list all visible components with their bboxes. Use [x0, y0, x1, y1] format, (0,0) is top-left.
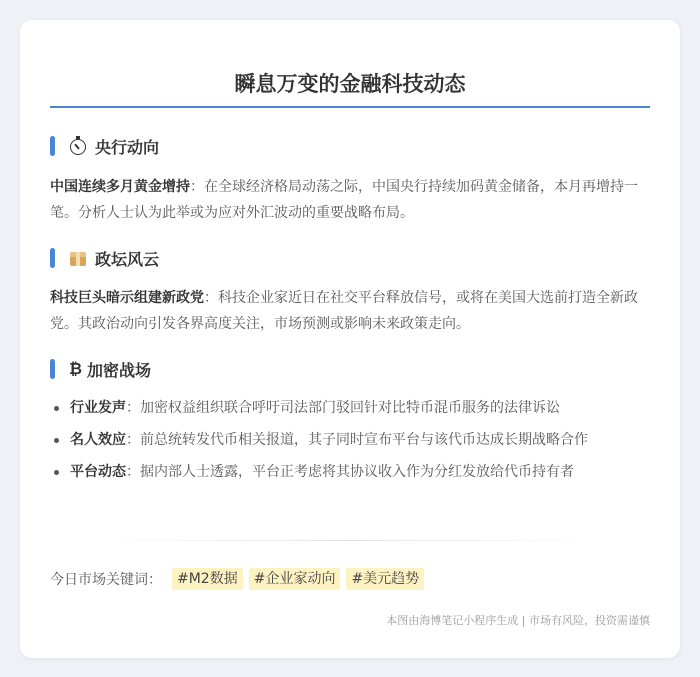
section-accent-bar [50, 136, 55, 156]
section-paragraph-politics [50, 285, 650, 337]
keywords-label: 今日市场关键词： [50, 572, 162, 588]
section-accent-bar [50, 248, 55, 268]
item-label: 平台动态 [70, 464, 126, 480]
headline: 科技巨头暗示组建新政党 [50, 290, 204, 306]
keyword-tag[interactable]: #M2数据 [172, 568, 243, 590]
list-item [50, 427, 650, 453]
item-label: 名人效应 [70, 432, 126, 448]
keywords-row [50, 568, 430, 590]
paragraph-body: ：科技企业家近日在社交平台释放信号，或将在美国大选前打造全新政党。其政治动向引发各界高度关注，市场预测或影响未来政策走向。 [50, 290, 638, 332]
item-text: ：前总统转发代币相关报道，其子同时宣布平台与该代币达成长期战略合作 [126, 432, 588, 448]
paragraph-body: ：在全球经济格局动荡之际，中国央行持续加码黄金储备，本月再增持一笔。分析人士认为此举或为应对外汇波动的重要战略布局。 [50, 179, 638, 221]
section-header-central-bank [50, 135, 159, 157]
divider [100, 540, 600, 541]
news-card [20, 20, 680, 658]
keyword-tag[interactable]: #美元趋势 [346, 568, 424, 590]
keyword-tag[interactable]: #企业家动向 [249, 568, 341, 590]
bitcoin-icon: ₿ [69, 359, 83, 378]
crypto-bullet-list [50, 395, 650, 491]
footer-note: 本图由海博笔记小程序生成 | 市场有风险，投资需谨慎 [386, 614, 650, 627]
section-accent-bar [50, 359, 55, 379]
section-title: 政坛风云 [95, 249, 160, 269]
list-item [50, 395, 650, 421]
section-title: 加密战场 [87, 360, 152, 380]
section-paragraph-central-bank [50, 174, 650, 226]
list-item [50, 459, 650, 485]
section-header-crypto [50, 358, 151, 380]
title-divider [50, 106, 650, 108]
section-title: 央行动向 [95, 137, 160, 157]
item-label: 行业发声 [70, 400, 126, 416]
stopwatch-icon [69, 137, 87, 155]
headline: 中国连续多月黄金增持 [50, 179, 190, 195]
item-text: ：据内部人士透露，平台正考虑将其协议收入作为分红发放给代币持有者 [126, 464, 574, 480]
page-title: 瞬息万变的金融科技动态 [234, 72, 466, 96]
section-header-politics [50, 247, 159, 269]
item-text: ：加密权益组织联合呼吁司法部门驳回针对比特币混币服务的法律诉讼 [126, 400, 560, 416]
package-icon [69, 249, 87, 267]
